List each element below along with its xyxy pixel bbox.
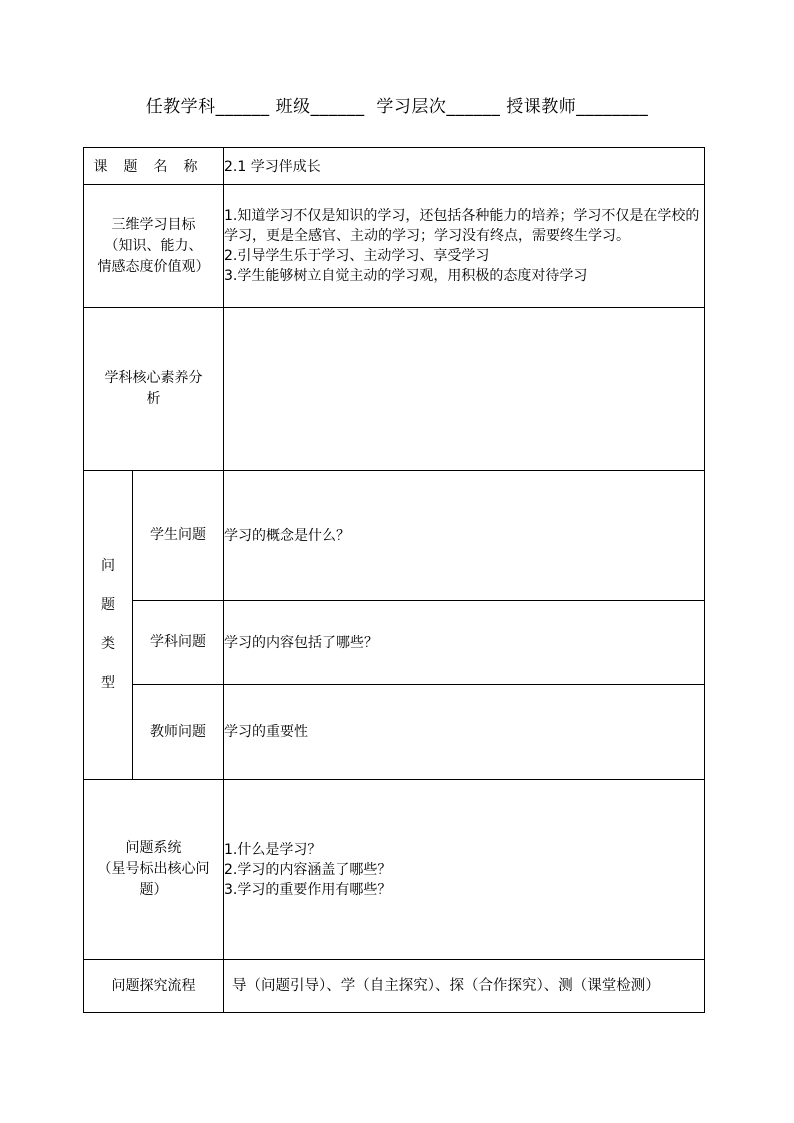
subject-question-row bbox=[84, 601, 705, 685]
objective-line: 3.学生能够树立自觉主动的学习观，用积极的态度对待学习 bbox=[224, 268, 588, 284]
inquiry-process-label: 问题探究流程 bbox=[84, 960, 224, 1013]
core-literacy-row bbox=[84, 308, 705, 471]
teacher-question-label: 教师问题 bbox=[133, 685, 224, 780]
objectives-row bbox=[84, 185, 705, 308]
student-question-row bbox=[84, 471, 705, 601]
course-name-row bbox=[84, 148, 705, 185]
question-type-char: 题 bbox=[101, 597, 115, 613]
question-system-line: 2.学习的内容涵盖了哪些？ bbox=[224, 861, 392, 878]
student-question-label: 学生问题 bbox=[133, 471, 224, 601]
objective-line: 1.知道学习不仅是知识的学习，还包括各种能力的培养；学习不仅是在学校的学习，更是全感官、主动的学习；学习没有终点，需要终生学习。 bbox=[224, 208, 700, 244]
course-name-value: 2.1 学习伴成长 bbox=[224, 148, 705, 185]
student-question-value: 学习的概念是什么？ bbox=[224, 471, 705, 601]
question-system-label: 问题系统 （星号标出核心问 题） bbox=[84, 780, 224, 960]
question-system-line: 1.什么是学习？ bbox=[224, 841, 322, 858]
teacher-question-value: 学习的重要性 bbox=[224, 685, 705, 780]
subject-question-value: 学习的内容包括了哪些？ bbox=[224, 601, 705, 685]
question-type-label bbox=[84, 471, 133, 780]
header-info-line: 任教学科______ 班级______ 学习层次______ 授课教师________ bbox=[145, 97, 649, 117]
question-system-row bbox=[84, 780, 705, 960]
core-literacy-label: 学科核心素养分 析 bbox=[84, 308, 224, 471]
inquiry-process-row bbox=[84, 960, 705, 1013]
inquiry-process-value: 导（问题引导）、学（自主探究）、探（合作探究）、测（课堂检测） bbox=[224, 960, 705, 1013]
objectives-label: 三维学习目标 （知识、能力、 情感态度价值观） bbox=[84, 185, 224, 308]
question-system-line: 3.学习的重要作用有哪些？ bbox=[224, 881, 392, 898]
objectives-content bbox=[224, 185, 705, 308]
objective-line: 2.引导学生乐于学习、主动学习、享受学习 bbox=[224, 248, 490, 264]
question-system-content bbox=[224, 780, 705, 960]
question-type-char: 类 bbox=[101, 636, 115, 652]
question-type-char: 型 bbox=[101, 675, 115, 691]
course-name-label: 课题名称 bbox=[84, 148, 224, 185]
lesson-plan-table bbox=[83, 147, 705, 1013]
subject-question-label: 学科问题 bbox=[133, 601, 224, 685]
question-type-char: 问 bbox=[101, 558, 115, 574]
core-literacy-value bbox=[224, 308, 705, 471]
teacher-question-row bbox=[84, 685, 705, 780]
